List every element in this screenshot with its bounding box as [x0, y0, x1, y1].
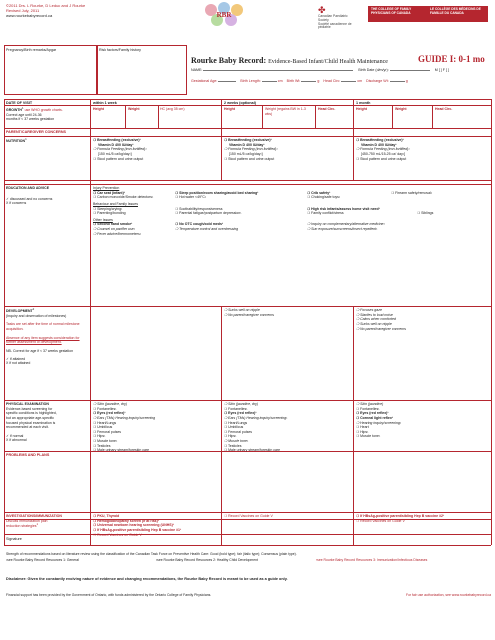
footer-resource-2: ²see Rourke Baby Record Resources 2: Healthy Child Development: [156, 558, 258, 562]
growth-hc-1[interactable]: HC (avg 35 cm): [160, 107, 185, 111]
pe-item[interactable]: ❍ Skin (jaundice, dry): [93, 402, 128, 406]
nutrition-label-block: [6, 138, 27, 144]
rbr-logo-text: RBR: [216, 11, 232, 19]
footer-strength: Strength of recommendations based on literature review using the classification of the Canadian Task Force on Preventive Health Care: Good (bold type); fair (italic type); Consensus (plain type).: [6, 552, 297, 556]
physical-legend-1: ✓ if normal: [6, 433, 24, 438]
pe-item[interactable]: ❍ Eyes (red reflex)¹: [224, 411, 257, 416]
development-nb: NB- Correct for age if < 37 weeks gestation: [6, 349, 74, 353]
pe-item[interactable]: ❍ Ears (TMs) Hearing inquiry/screening: [93, 415, 156, 420]
birth-length-field[interactable]: [262, 81, 277, 82]
development-col-2: [224, 308, 350, 317]
growth-weight-3[interactable]: Weight: [395, 107, 407, 111]
education-legend-2: X if concerns: [6, 201, 27, 206]
pe-item[interactable]: ❍ Hips¹: [93, 434, 106, 439]
grid-line: [4, 180, 491, 181]
physical-label: PHYSICAL EXAMINATION: [6, 402, 49, 406]
investigations-col-3: [356, 514, 488, 523]
cps-name-fr: Société canadienne de pédiatrie: [318, 21, 352, 30]
pe-item[interactable]: ❍ Femoral pulses: [224, 429, 253, 434]
grid-line: [90, 99, 91, 534]
growth-hc-2[interactable]: Head Circ.: [318, 107, 336, 111]
col-2-weeks[interactable]: 2 weeks (optional): [224, 100, 256, 105]
birth-length-label: Birth Length:: [240, 79, 261, 83]
edu-item[interactable]: ❍ High risk infants/assess home visit need¹: [307, 206, 380, 211]
development-legend-2: X if not attained: [6, 361, 31, 366]
problems-plans-label: PROBLEMS AND PLANS: [6, 453, 50, 457]
grid-line: [392, 105, 393, 128]
nutrition-item[interactable]: ❍ Stool pattern and urine output: [93, 156, 144, 161]
copyright-block: [6, 3, 85, 19]
grid-line: [353, 306, 354, 451]
nutrition-item[interactable]: ❍ Formula Feeding (iron-fortified)¹: [356, 147, 410, 152]
investigations-col-2: [224, 514, 350, 519]
nutrition-item[interactable]: ❍ Formula Feeding (iron-fortified)¹: [93, 147, 147, 152]
dev-item[interactable]: ❍ Focuses gaze: [356, 308, 382, 312]
education-content: [93, 186, 489, 236]
name-row: [191, 68, 491, 72]
grid-line: [4, 512, 491, 513]
pe-item[interactable]: ❍ Muscle tone¹: [224, 439, 249, 444]
growth-note-red: use WHO growth charts.: [24, 108, 63, 113]
growth-weight-1[interactable]: Weight: [128, 107, 140, 111]
footer-financial: Financial support has been provided by the Government of Ontario, with funds administered by the Ontario College of Family Physicians.: [6, 593, 212, 597]
growth-note-2: Correct age until 24-36: [6, 112, 42, 117]
footer-fair-use[interactable]: For fair use authorization, see www.rourkebabyrecord.ca: [406, 593, 491, 597]
grid-line: [221, 451, 222, 512]
name-label: NAME:: [191, 68, 203, 72]
cm-unit-2: cm: [357, 79, 363, 83]
inv-item[interactable]: ❍ If HBsAg-positive parent/sibling Hep B vaccine #2¹: [356, 514, 445, 518]
edu-item[interactable]: ❍ Carbon monoxide/Smoke detectors¹: [93, 195, 154, 200]
growth-hc-3[interactable]: Head Circ.: [435, 107, 453, 111]
nutrition-item: [150 mL/5 oz/kg/day¹]: [98, 151, 132, 156]
footer-resources: [6, 558, 491, 562]
grid-line: [4, 306, 491, 307]
development-note-red-2: Absence of any item suggests consideration for further assessment of development.: [6, 335, 80, 345]
signature-label: Signature: [6, 537, 22, 541]
development-col-3: [356, 308, 488, 331]
investigations-label: INVESTIGATIONS/IMMUNIZATION: [6, 514, 62, 518]
grid-line: [491, 534, 492, 545]
growth-note-3: months if < 37 weeks gestation: [6, 117, 55, 122]
nutrition-item: Vitamin D 400 IU/day¹: [229, 142, 265, 147]
date-of-visit-label: DATE OF VISIT: [6, 100, 33, 105]
discharge-weight-field[interactable]: [390, 81, 405, 82]
grid-line: [4, 534, 5, 545]
pe-item[interactable]: ❍ Testicles: [93, 443, 111, 448]
edu-item[interactable]: ❍ Soothability/responsiveness: [175, 206, 223, 211]
edu-item[interactable]: ❍ Parental fatigue/postpartum depression¹: [175, 211, 242, 216]
sex-label[interactable]: M [ ] F [ ]: [434, 68, 449, 72]
grid-line: [221, 136, 222, 180]
pe-item[interactable]: ❍ Eyes (red reflex)¹: [93, 411, 126, 416]
edu-row: [93, 232, 489, 237]
risk-factors-box[interactable]: [97, 45, 187, 95]
grid-line: [4, 400, 491, 401]
nutrition-col-3: [356, 138, 488, 161]
growth-height-3[interactable]: Height: [356, 107, 367, 111]
growth-height-1[interactable]: Height: [93, 107, 104, 111]
development-note-red-1: Tasks are set after the time of normal milestone acquisition.: [6, 322, 80, 332]
grid-line: [432, 105, 433, 128]
pregnancy-label: Pregnancy/Birth remarks/Apgar: [6, 48, 57, 52]
nutrition-item: [450-750 mL/15-25 oz/ day¹]: [361, 151, 405, 156]
maple-leaf-icon: ✤: [318, 5, 326, 15]
growth-height-2[interactable]: Height: [224, 107, 235, 111]
nutrition-item: Vitamin D 400 IU/day¹: [361, 142, 397, 147]
inv-item[interactable]: ❍ PKU, Thyroid: [93, 514, 120, 518]
physical-desc: Evidence-based screening for: [6, 406, 53, 411]
nutrition-item[interactable]: ❍ Stool pattern and urine output: [356, 156, 407, 161]
guide-label: GUIDE I: 0-1 mo: [418, 54, 485, 64]
nutrition-label: NUTRITION: [6, 139, 26, 144]
nutrition-item[interactable]: ❍ Formula Feeding (iron-fortified)¹: [224, 147, 278, 152]
inv-item[interactable]: ❍ Record Vaccines on Guide V: [224, 514, 273, 518]
footer-resource-3: ³see Rourke Baby Record Resources 3: Immunization/Infectious Diseases: [316, 558, 428, 562]
pe-item[interactable]: ❍ Muscle tone¹: [93, 439, 118, 444]
grid-line: [315, 105, 316, 128]
pe-item[interactable]: ❍ Hearing inquiry/screening¹: [356, 420, 401, 425]
inv-item[interactable]: ❍ Record Vaccines on Guide V: [93, 532, 142, 537]
grid-line: [4, 545, 491, 546]
edu-item[interactable]: ❍ Inquiry on complementary/alternative medicine¹: [307, 222, 385, 227]
grid-line: [221, 534, 222, 545]
dob-field[interactable]: [390, 70, 430, 71]
edu-item[interactable]: ❍ Fever advice/thermometers¹: [93, 231, 141, 236]
dev-item[interactable]: ❍ No parent/caregiver concerns: [356, 326, 407, 331]
edu-item[interactable]: ❍ Family conflict/stress: [307, 211, 344, 216]
head-circ-field[interactable]: [341, 81, 356, 82]
pe-item[interactable]: ❍ Heart/Lungs: [224, 420, 248, 425]
physical-desc: recommended at each visit.: [6, 425, 49, 430]
grid-line: [491, 99, 492, 534]
nutrition-item: Vitamin D 400 IU/day¹: [98, 142, 134, 147]
edu-item[interactable]: ❍ Temperature control and overdressing: [175, 227, 239, 232]
edu-row: [93, 195, 489, 200]
investigations-col-1: [93, 514, 219, 537]
inv-item[interactable]: ❍ If HBsAg-positive parent/sibling Hep B vaccine #1¹: [93, 527, 182, 532]
growth-footnote: 1: [21, 106, 24, 110]
grid-line: [4, 534, 491, 535]
birth-weight-field[interactable]: [301, 81, 316, 82]
edu-item[interactable]: ❍ Counsel on pacifier use¹: [93, 227, 135, 232]
nutrition-col-2: [224, 138, 350, 161]
growth-weight-2[interactable]: Weight (regains BW in 1-3 wks): [265, 107, 306, 116]
copyright-text: ©2011 Drs. L Rourke, D Leduc and J Rourke: [6, 3, 86, 8]
nutrition-item[interactable]: ❍ Stool pattern and urine output: [224, 156, 275, 161]
edu-item[interactable]: ❍ Sleep position/room sharing/avoid bed sharing¹: [175, 190, 259, 195]
pe-item[interactable]: ❍ Corneal light reflex¹: [356, 415, 393, 420]
nutrition-item[interactable]: ❍ Breastfeeding (exclusive)¹: [224, 138, 272, 142]
investigations-note-2: reduction strategies: [6, 524, 37, 529]
birth-weight-label: Birth Wt:: [286, 79, 301, 83]
g-unit-2: g: [405, 79, 408, 83]
ga-label: Gestational Age:: [191, 79, 218, 83]
behaviour-title: Behaviour and Family Issues: [93, 201, 138, 206]
pe-item[interactable]: ❍ Testicles: [224, 443, 242, 448]
discharge-weight-label: Discharge Wt:: [366, 79, 389, 83]
edu-item[interactable]: ❍ Car seat (infant)¹: [93, 190, 125, 195]
edu-item[interactable]: ❍ Sun exposure/sunscreens/insect repellent¹: [307, 227, 378, 232]
edu-item[interactable]: ❍ Siblings: [417, 211, 434, 216]
edu-item[interactable]: ❍ Parenting/bonding: [93, 211, 126, 216]
pe-item[interactable]: ❍ Eyes (red reflex)¹: [356, 411, 389, 416]
edu-row: [93, 211, 489, 216]
grid-line: [221, 306, 222, 451]
dev-item[interactable]: ❍ Sucks well on nipple: [224, 308, 260, 312]
head-circ-label: Head Circ:: [323, 79, 341, 83]
physical-desc: but an appropriate age-specific: [6, 415, 55, 420]
education-label: EDUCATION AND ADVICE: [6, 186, 50, 190]
education-legend-1: ✓ discussed and no concerns: [6, 196, 53, 201]
pe-item[interactable]: ❍ Femoral pulses: [93, 429, 122, 434]
dev-item[interactable]: ❍ No parent/caregiver concerns: [224, 312, 275, 317]
pregnancy-box[interactable]: [4, 45, 97, 95]
nutrition-col-1: [93, 138, 219, 161]
grid-line: [353, 512, 354, 534]
grid-line: [353, 99, 354, 136]
physical-col-2: [224, 402, 350, 453]
pe-item[interactable]: ❍ Heart: [356, 425, 369, 430]
grid-line: [4, 136, 491, 137]
title-sub: Evidence-Based Infant/Child Health Maintenance: [268, 59, 388, 65]
cps-name-en: Canadian Paediatric Society: [318, 14, 348, 22]
pe-item[interactable]: ❍ Male urinary stream/foreskin care: [93, 448, 150, 453]
grid-line: [125, 105, 126, 128]
investigations-note-1: Discuss immunization pain: [6, 518, 48, 523]
pe-item[interactable]: ❍ Hips¹: [224, 434, 237, 439]
grid-line: [158, 105, 159, 128]
rbr-logo-icon: [204, 2, 244, 28]
dev-item[interactable]: ❍ Startles to loud noise: [356, 312, 393, 317]
cfpc-name-en: THE COLLEGE OF FAMILY PHYSICIANS OF CANADA: [371, 7, 412, 15]
footer-funding: [6, 593, 491, 597]
cfpc-name-fr: LE COLLÈGE DES MÉDECINS DE FAMILLE DU CANADA: [430, 7, 481, 15]
name-field[interactable]: [203, 70, 353, 71]
col-within-1-week[interactable]: within 1 week: [93, 100, 117, 105]
development-legend-1: ✓ if attained: [6, 356, 26, 361]
pe-item[interactable]: ❍ Skin (jaundice, dry): [224, 402, 259, 406]
ga-field[interactable]: [218, 81, 236, 82]
investigations-footnote: 1: [36, 522, 39, 527]
investigations-label-block: [6, 514, 90, 529]
pe-item[interactable]: ❍ Fontanelles¹: [93, 406, 117, 411]
edu-item[interactable]: ❍ Hot water <49°C¹: [175, 195, 207, 200]
title-main: Rourke Baby Record:: [191, 56, 267, 65]
pe-item[interactable]: ❍ Fontanelles¹: [224, 406, 248, 411]
growth-label-block: [6, 107, 90, 122]
pe-item[interactable]: ❍ Male urinary stream/foreskin care: [224, 448, 281, 453]
education-label-block: [6, 186, 88, 206]
development-sub: (Inquiry and observation of milestones): [6, 313, 67, 318]
pe-item[interactable]: ❍ Hips¹: [356, 429, 369, 434]
grid-line: [4, 128, 491, 129]
grid-line: [4, 99, 491, 100]
other-issues-title: Other Issues: [93, 217, 113, 222]
grid-line: [221, 512, 222, 534]
nutrition-footnote: 1: [25, 137, 27, 141]
g-unit-1: g: [317, 79, 320, 83]
grid-line: [353, 534, 354, 545]
development-label-block: [6, 308, 88, 366]
physical-legend-2: X if abnormal: [6, 438, 27, 443]
edu-item[interactable]: ❍ Second hand smoke¹: [93, 222, 133, 227]
footer-resource-1: ¹see Rourke Baby Record Resources 1: General: [6, 558, 79, 562]
revised-text: Revised July, 2011: [6, 8, 40, 14]
dev-item[interactable]: ❍ Calms when comforted: [356, 317, 396, 322]
edu-item[interactable]: ❍ No OTC cough/cold meds¹: [175, 222, 224, 227]
parent-concerns-label: PARENT/CAREGIVER CONCERNS: [6, 130, 66, 134]
cm-unit-1: cm: [277, 79, 283, 83]
development-footnote: 2: [32, 307, 35, 311]
physical-desc: focused physical examination is: [6, 420, 56, 425]
dev-item[interactable]: ❍ Sucks well on nipple: [356, 321, 392, 326]
grid-line: [262, 105, 263, 128]
grid-line: [353, 136, 354, 180]
edu-item[interactable]: ❍ Choking/safe toys¹: [307, 195, 341, 200]
nutrition-item: [150 mL/5 oz/kg/day¹]: [229, 151, 263, 156]
dob-label: Birth Date (d/m/yr):: [358, 68, 389, 72]
physical-col-3: [356, 402, 488, 439]
page-title: [191, 56, 388, 67]
cps-logo: [318, 6, 356, 30]
website-url[interactable]: www.rourkebabyrecord.ca: [6, 13, 53, 19]
edu-item[interactable]: ❍ Sleeping/crying¹: [93, 206, 123, 211]
pe-item[interactable]: ❍ Skin (jaundice): [356, 402, 384, 406]
birth-info-row: [191, 79, 491, 83]
pe-item[interactable]: ❍ Heart/Lungs: [93, 420, 117, 425]
physical-col-1: [93, 402, 219, 453]
physical-label-block: [6, 402, 88, 443]
footer-disclaimer: Disclaimer: Given the constantly evolving nature of evidence and changing recommendations, the Rourke Baby Record is meant to be used as a guide only.: [6, 577, 288, 581]
cfpc-logo: [368, 6, 488, 22]
grid-line: [4, 184, 491, 185]
injury-prevention-title: Injury Prevention: [93, 186, 120, 190]
inv-item[interactable]: ❍ Hemoglobinopathy screen (if at risk)¹: [93, 518, 159, 523]
col-1-month[interactable]: 1 month: [356, 100, 371, 105]
pe-item[interactable]: ❍ Umbilicus: [93, 425, 113, 430]
grid-line: [221, 99, 222, 136]
physical-desc: specific conditions is highlighted,: [6, 411, 57, 416]
nutrition-item[interactable]: ❍ Breastfeeding (exclusive)¹: [356, 138, 404, 142]
growth-label: GROWTH: [6, 108, 22, 113]
risk-factors-label: Risk factors/Family history: [99, 48, 141, 52]
inv-item[interactable]: ❍ Universal newborn hearing screening (UNHS)¹: [93, 523, 174, 528]
pe-item[interactable]: ❍ Ears (TMs) Hearing inquiry/screening¹: [224, 415, 288, 420]
development-label: DEVELOPMENT: [6, 309, 33, 314]
pe-item[interactable]: ❍ Muscle tone¹: [356, 434, 381, 439]
grid-line: [353, 451, 354, 512]
grid-line: [4, 99, 5, 534]
pe-item[interactable]: ❍ Umbilicus: [224, 425, 244, 430]
edu-item[interactable]: ❍ Crib safety¹: [307, 190, 331, 195]
grid-line: [90, 534, 91, 545]
nutrition-item[interactable]: ❍ Breastfeeding (exclusive)¹: [93, 138, 141, 142]
pe-item[interactable]: ❍ Fontanelles¹: [356, 406, 380, 411]
edu-item[interactable]: ❍ Firearm safety/removal¹: [391, 190, 433, 195]
inv-item[interactable]: ❍ Record Vaccines on Guide V: [356, 518, 405, 523]
